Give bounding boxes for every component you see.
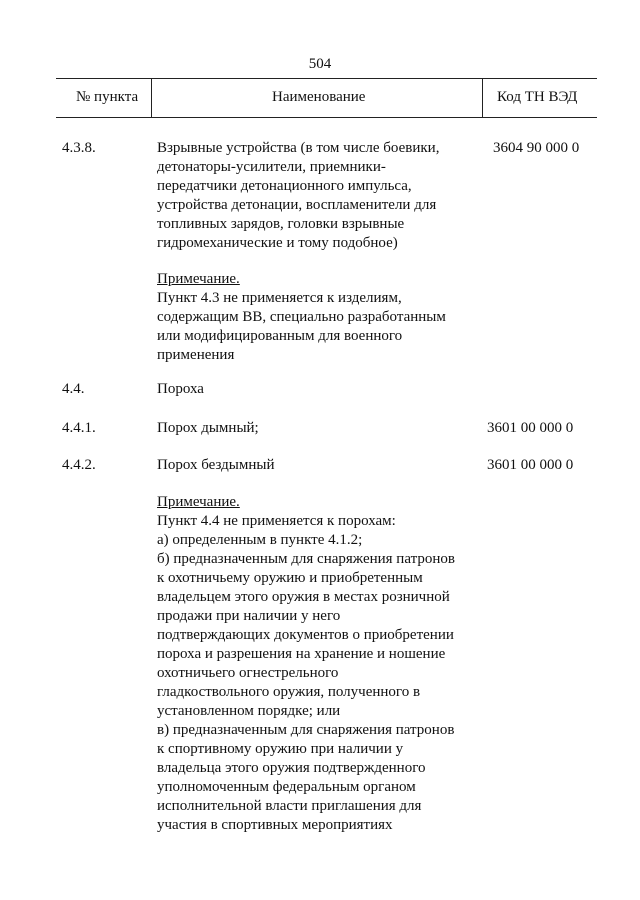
item-name-line: устройства детонации, воспламенители для [157,197,437,213]
note-title: Примечание. [157,271,240,287]
header-code-column: Код ТН ВЭД [497,89,578,105]
item-number: 4.4.1. [62,420,96,436]
item-name-line: топливных зарядов, головки взрывные [157,216,405,232]
note-line: исполнительной власти приглашения для [157,798,422,814]
note-line: продажи при наличии у него [157,608,341,624]
item-name-line: Пороха [157,381,204,397]
item-name [157,419,492,438]
item-code: 3601 00 000 0 [487,420,574,436]
note-line: применения [157,347,235,363]
item-code: 3604 90 000 0 [493,140,580,156]
item-name [157,139,492,253]
note-block [157,493,497,835]
note-title: Примечание. [157,494,240,510]
note-line: установленном порядке; или [157,703,341,719]
item-name [157,456,492,475]
note-block [157,270,497,365]
note-line: б) предназначенным для снаряжения патронов [157,551,455,567]
item-number: 4.4.2. [62,457,96,473]
header-bottom-rule [56,117,597,118]
item-name-line: детонаторы-усилители, приемники- [157,159,386,175]
header-column-divider [482,78,483,117]
item-name-line: гидромеханические и тому подобное) [157,235,398,251]
note-line: а) определенным в пункте 4.1.2; [157,532,363,548]
note-line: владельца этого оружия подтвержденного [157,760,426,776]
item-code: 3601 00 000 0 [487,457,574,473]
item-number: 4.3.8. [62,140,96,156]
header-number-column: № пункта [76,89,139,105]
note-line: гладкоствольного оружия, полученного в [157,684,421,700]
note-line: содержащим ВВ, специально разработанным [157,309,446,325]
item-name-line: Порох дымный; [157,420,259,436]
item-name [157,380,492,399]
note-line: Пункт 4.4 не применяется к порохам: [157,513,396,529]
item-number: 4.4. [62,381,85,397]
note-line: или модифицированным для военного [157,328,403,344]
note-line: владельцем этого оружия в местах розничной [157,589,450,605]
item-name-line: Порох бездымный [157,457,275,473]
note-line: участия в спортивных мероприятиях [157,817,393,833]
note-line: Пункт 4.3 не применяется к изделиям, [157,290,402,306]
item-name-line: Взрывные устройства (в том числе боевики, [157,140,440,156]
note-line: пороха и разрешения на хранение и ношение [157,646,446,662]
item-name-line: передатчики детонационного импульса, [157,178,412,194]
header-column-divider [151,78,152,117]
header-name-column: Наименование [272,89,366,105]
note-line: к охотничьему оружию и приобретенным [157,570,423,586]
note-line: уполномоченным федеральным органом [157,779,416,795]
page-number: 504 [308,56,332,72]
note-line: подтверждающих документов о приобретении [157,627,454,643]
header-top-rule [56,78,597,79]
note-line: к спортивному оружию при наличии у [157,741,404,757]
note-line: в) предназначенным для снаряжения патронов [157,722,455,738]
note-line: охотничьего огнестрельного [157,665,339,681]
